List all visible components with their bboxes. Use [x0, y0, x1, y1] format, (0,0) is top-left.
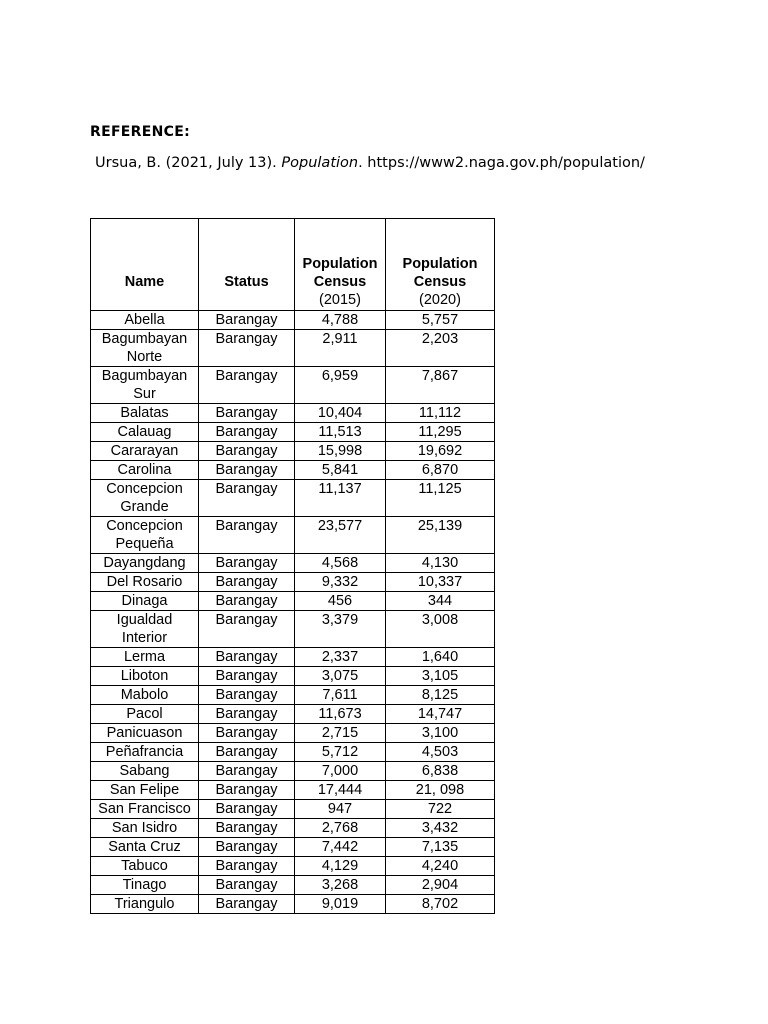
cell-population-2020: 11,125 — [386, 480, 495, 517]
cell-status: Barangay — [199, 819, 295, 838]
table-row — [91, 367, 495, 404]
header-name: Name — [91, 219, 199, 311]
cell-population-2015: 7,442 — [295, 838, 386, 857]
cell-population-2020: 722 — [386, 800, 495, 819]
cell-name: Dinaga — [91, 592, 199, 611]
cell-status: Barangay — [199, 330, 295, 367]
cell-population-2020: 21, 098 — [386, 781, 495, 800]
cell-population-2020: 6,870 — [386, 461, 495, 480]
table-row — [91, 517, 495, 554]
cell-population-2020: 25,139 — [386, 517, 495, 554]
cell-population-2015: 947 — [295, 800, 386, 819]
table-row — [91, 461, 495, 480]
cell-population-2020: 11,112 — [386, 404, 495, 423]
cell-population-2020: 10,337 — [386, 573, 495, 592]
cell-name: San Felipe — [91, 781, 199, 800]
table-body — [91, 311, 495, 914]
cell-status: Barangay — [199, 404, 295, 423]
cell-population-2020: 3,105 — [386, 667, 495, 686]
cell-population-2015: 7,611 — [295, 686, 386, 705]
cell-population-2015: 2,768 — [295, 819, 386, 838]
cell-population-2020: 4,130 — [386, 554, 495, 573]
cell-status: Barangay — [199, 554, 295, 573]
cell-status: Barangay — [199, 517, 295, 554]
cell-population-2015: 11,673 — [295, 705, 386, 724]
population-census-table — [90, 218, 495, 914]
header-population-2015: Population Census (2015) — [295, 219, 386, 311]
cell-population-2020: 7,135 — [386, 838, 495, 857]
cell-name: Tabuco — [91, 857, 199, 876]
cell-population-2020: 5,757 — [386, 311, 495, 330]
cell-population-2020: 2,904 — [386, 876, 495, 895]
cell-population-2015: 11,137 — [295, 480, 386, 517]
table-row — [91, 686, 495, 705]
cell-name: Panicuason — [91, 724, 199, 743]
table-row — [91, 442, 495, 461]
cell-status: Barangay — [199, 800, 295, 819]
cell-name: San Isidro — [91, 819, 199, 838]
table-row — [91, 667, 495, 686]
cell-status: Barangay — [199, 648, 295, 667]
cell-name: Mabolo — [91, 686, 199, 705]
cell-name: Balatas — [91, 404, 199, 423]
citation-title: Population — [281, 155, 359, 171]
cell-population-2015: 4,788 — [295, 311, 386, 330]
cell-status: Barangay — [199, 311, 295, 330]
cell-population-2015: 5,841 — [295, 461, 386, 480]
cell-population-2015: 6,959 — [295, 367, 386, 404]
table-row — [91, 857, 495, 876]
cell-name: Santa Cruz — [91, 838, 199, 857]
table-row — [91, 480, 495, 517]
cell-population-2020: 344 — [386, 592, 495, 611]
cell-status: Barangay — [199, 423, 295, 442]
table-row — [91, 611, 495, 648]
cell-status: Barangay — [199, 781, 295, 800]
cell-population-2015: 2,911 — [295, 330, 386, 367]
cell-name: Carolina — [91, 461, 199, 480]
cell-population-2015: 3,379 — [295, 611, 386, 648]
cell-status: Barangay — [199, 762, 295, 781]
cell-population-2020: 3,100 — [386, 724, 495, 743]
cell-population-2020: 8,125 — [386, 686, 495, 705]
cell-population-2020: 8,702 — [386, 895, 495, 914]
cell-population-2015: 23,577 — [295, 517, 386, 554]
cell-status: Barangay — [199, 895, 295, 914]
table-row — [91, 648, 495, 667]
cell-name: Tinago — [91, 876, 199, 895]
cell-population-2020: 3,432 — [386, 819, 495, 838]
table-row — [91, 705, 495, 724]
cell-population-2015: 9,332 — [295, 573, 386, 592]
cell-status: Barangay — [199, 480, 295, 517]
table-row — [91, 838, 495, 857]
cell-population-2015: 2,337 — [295, 648, 386, 667]
reference-citation — [95, 155, 645, 171]
table-row — [91, 800, 495, 819]
cell-name: Pacol — [91, 705, 199, 724]
cell-name: Igualdad Interior — [91, 611, 199, 648]
cell-name: Bagumbayan Norte — [91, 330, 199, 367]
cell-name: Concepcion Pequeña — [91, 517, 199, 554]
cell-status: Barangay — [199, 705, 295, 724]
cell-population-2015: 7,000 — [295, 762, 386, 781]
cell-population-2020: 19,692 — [386, 442, 495, 461]
cell-name: Triangulo — [91, 895, 199, 914]
cell-name: Liboton — [91, 667, 199, 686]
cell-name: Abella — [91, 311, 199, 330]
cell-population-2015: 17,444 — [295, 781, 386, 800]
header-status: Status — [199, 219, 295, 311]
table-row — [91, 876, 495, 895]
table-row — [91, 819, 495, 838]
citation-authors-date: Ursua, B. (2021, July 13). — [95, 155, 282, 171]
table-row — [91, 573, 495, 592]
table-row — [91, 762, 495, 781]
cell-population-2015: 11,513 — [295, 423, 386, 442]
table-row — [91, 781, 495, 800]
cell-name: San Francisco — [91, 800, 199, 819]
cell-name: Concepcion Grande — [91, 480, 199, 517]
cell-status: Barangay — [199, 461, 295, 480]
cell-name: Sabang — [91, 762, 199, 781]
cell-name: Lerma — [91, 648, 199, 667]
cell-population-2020: 3,008 — [386, 611, 495, 648]
cell-population-2015: 3,075 — [295, 667, 386, 686]
cell-status: Barangay — [199, 838, 295, 857]
cell-population-2015: 456 — [295, 592, 386, 611]
cell-population-2020: 2,203 — [386, 330, 495, 367]
cell-name: Cararayan — [91, 442, 199, 461]
table-row — [91, 592, 495, 611]
table-row — [91, 330, 495, 367]
table-row — [91, 404, 495, 423]
cell-name: Peñafrancia — [91, 743, 199, 762]
cell-status: Barangay — [199, 573, 295, 592]
cell-population-2015: 4,568 — [295, 554, 386, 573]
cell-population-2015: 10,404 — [295, 404, 386, 423]
cell-population-2015: 4,129 — [295, 857, 386, 876]
cell-population-2020: 1,640 — [386, 648, 495, 667]
cell-name: Del Rosario — [91, 573, 199, 592]
cell-status: Barangay — [199, 857, 295, 876]
cell-population-2020: 6,838 — [386, 762, 495, 781]
cell-population-2015: 3,268 — [295, 876, 386, 895]
citation-url[interactable]: . https://www2.naga.gov.ph/population/ — [358, 155, 645, 171]
cell-status: Barangay — [199, 686, 295, 705]
cell-population-2015: 2,715 — [295, 724, 386, 743]
cell-population-2020: 11,295 — [386, 423, 495, 442]
cell-population-2020: 7,867 — [386, 367, 495, 404]
cell-name: Bagumbayan Sur — [91, 367, 199, 404]
cell-population-2020: 4,503 — [386, 743, 495, 762]
cell-status: Barangay — [199, 724, 295, 743]
cell-population-2015: 9,019 — [295, 895, 386, 914]
cell-status: Barangay — [199, 592, 295, 611]
cell-population-2020: 4,240 — [386, 857, 495, 876]
table-row — [91, 743, 495, 762]
reference-heading: REFERENCE: — [90, 124, 190, 140]
cell-status: Barangay — [199, 743, 295, 762]
cell-population-2020: 14,747 — [386, 705, 495, 724]
table-row — [91, 895, 495, 914]
header-population-2020: Population Census (2020) — [386, 219, 495, 311]
table-row — [91, 724, 495, 743]
cell-status: Barangay — [199, 367, 295, 404]
table-row — [91, 311, 495, 330]
cell-population-2015: 15,998 — [295, 442, 386, 461]
table-row — [91, 423, 495, 442]
cell-name: Dayangdang — [91, 554, 199, 573]
cell-status: Barangay — [199, 667, 295, 686]
cell-name: Calauag — [91, 423, 199, 442]
table-header-row — [91, 219, 495, 311]
cell-population-2015: 5,712 — [295, 743, 386, 762]
cell-status: Barangay — [199, 876, 295, 895]
table-row — [91, 554, 495, 573]
cell-status: Barangay — [199, 442, 295, 461]
cell-status: Barangay — [199, 611, 295, 648]
